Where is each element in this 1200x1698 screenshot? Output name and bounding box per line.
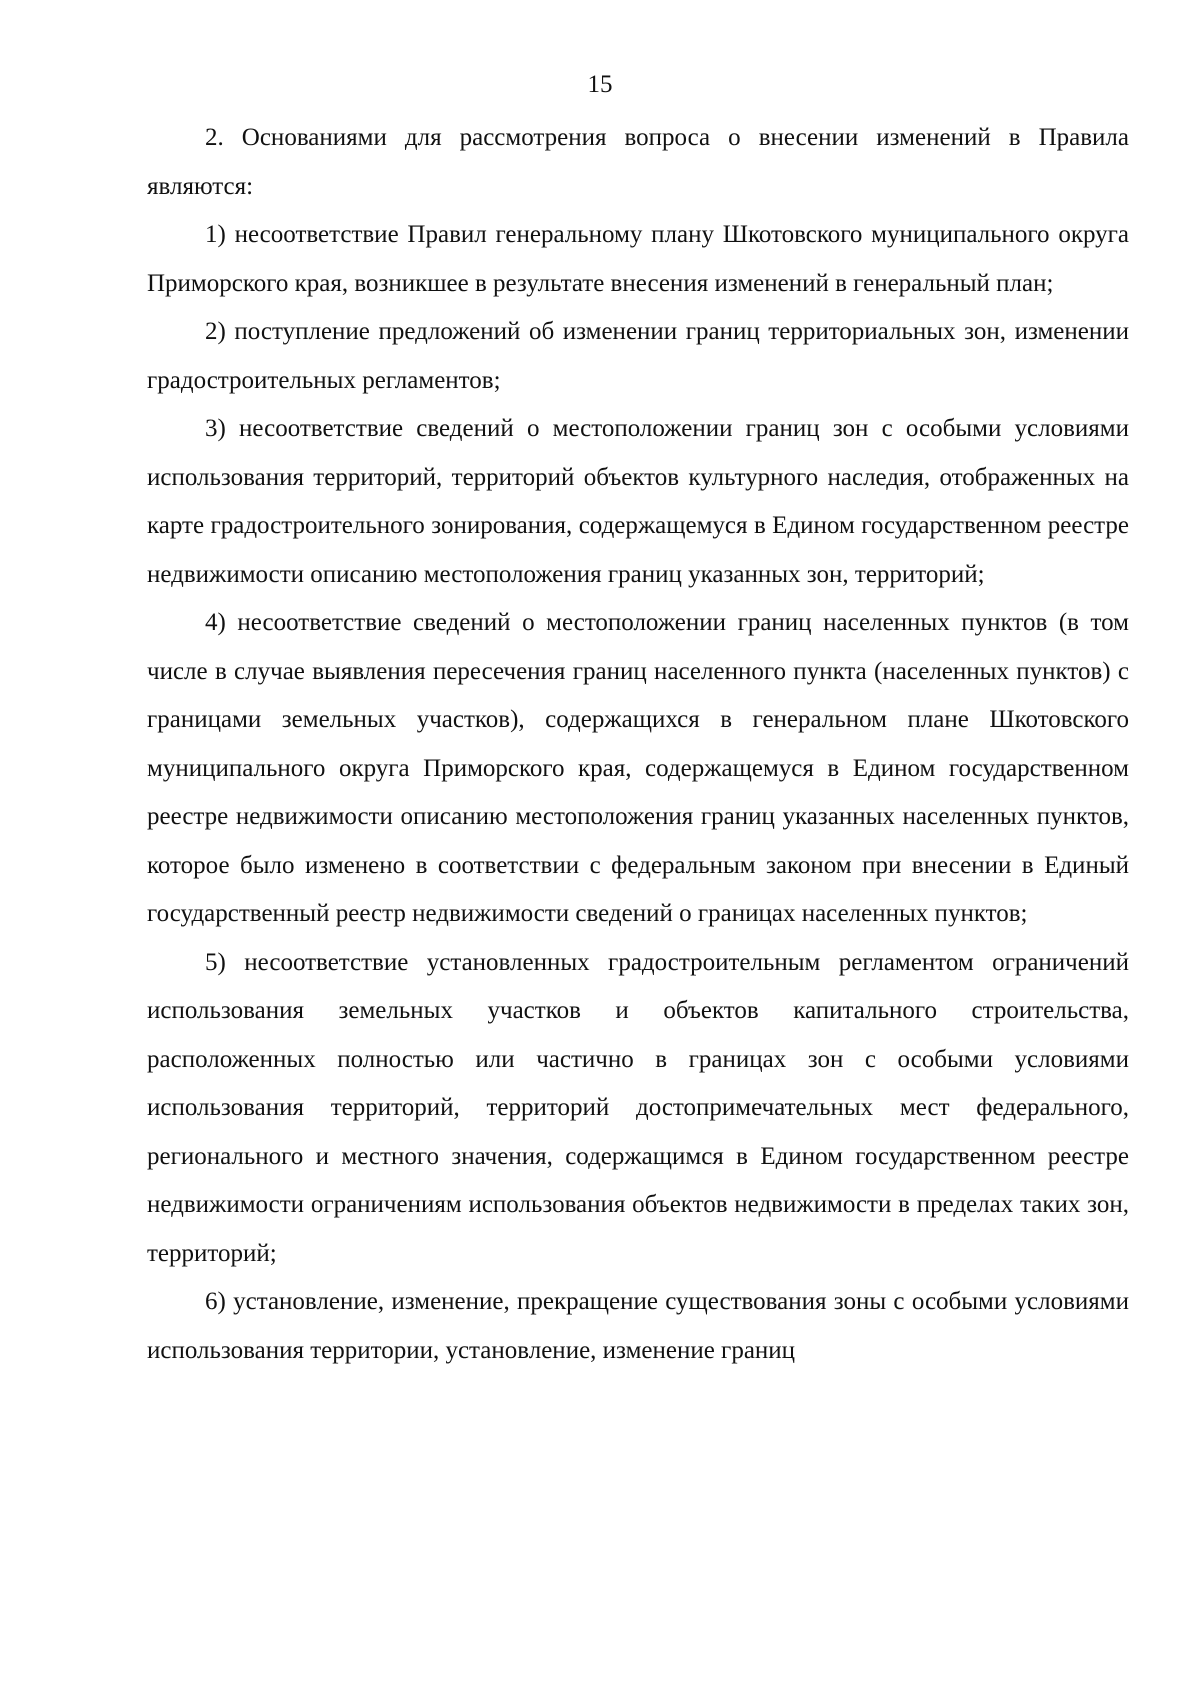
paragraph-item-5: 5) несоответствие установленных градостроительным регламентом ограничений использования земельных участков и объектов капитального строительства, расположенных полностью или частично в границах зон с особыми условиями использования территорий, территорий достопримечательных мест федерального, регионального и местного значения, содержащимся в Едином государственном реестре недвижимости ограничениям использования объектов недвижимости в пределах таких зон, территорий; [147, 948, 1129, 1267]
paragraph-item-2: 2) поступление предложений об изменении границ территориальных зон, изменении градостроительных регламентов; [147, 318, 1129, 394]
paragraph-item-4: 4) несоответствие сведений о местоположении границ населенных пунктов (в том числе в случае выявления пересечения границ населенного пункта (населенных пунктов) с границами земельных участков), содержащихся в генеральном плане Шкотовского муниципального округа Приморского края, содержащемуся в Едином государственном реестре недвижимости описанию местоположения границ указанных населенных пунктов, которое было изменено в соответствии с федеральным законом при внесении в Единый государственный реестр недвижимости сведений о границах населенных пунктов; [147, 609, 1129, 927]
paragraph-item-3: 3) несоответствие сведений о местоположении границ зон с особыми условиями использования территорий, территорий объектов культурного наследия, отображенных на карте градостроительного зонирования, содержащемуся в Едином государственном реестре недвижимости описанию местоположения границ указанных зон, территорий; [147, 415, 1129, 588]
paragraph-grounds-intro: 2. Основаниями для рассмотрения вопроса о внесении изменений в Правила являются: [147, 124, 1129, 200]
page-number: 15 [587, 71, 613, 98]
paragraph-item-1: 1) несоответствие Правил генеральному плану Шкотовского муниципального округа Приморского края, возникшее в результате внесения изменений в генеральный план; [147, 221, 1129, 297]
document-body [147, 114, 1129, 1375]
paragraph-item-6: 6) установление, изменение, прекращение существования зоны с особыми условиями использования территории, установление, изменение границ [147, 1288, 1129, 1364]
